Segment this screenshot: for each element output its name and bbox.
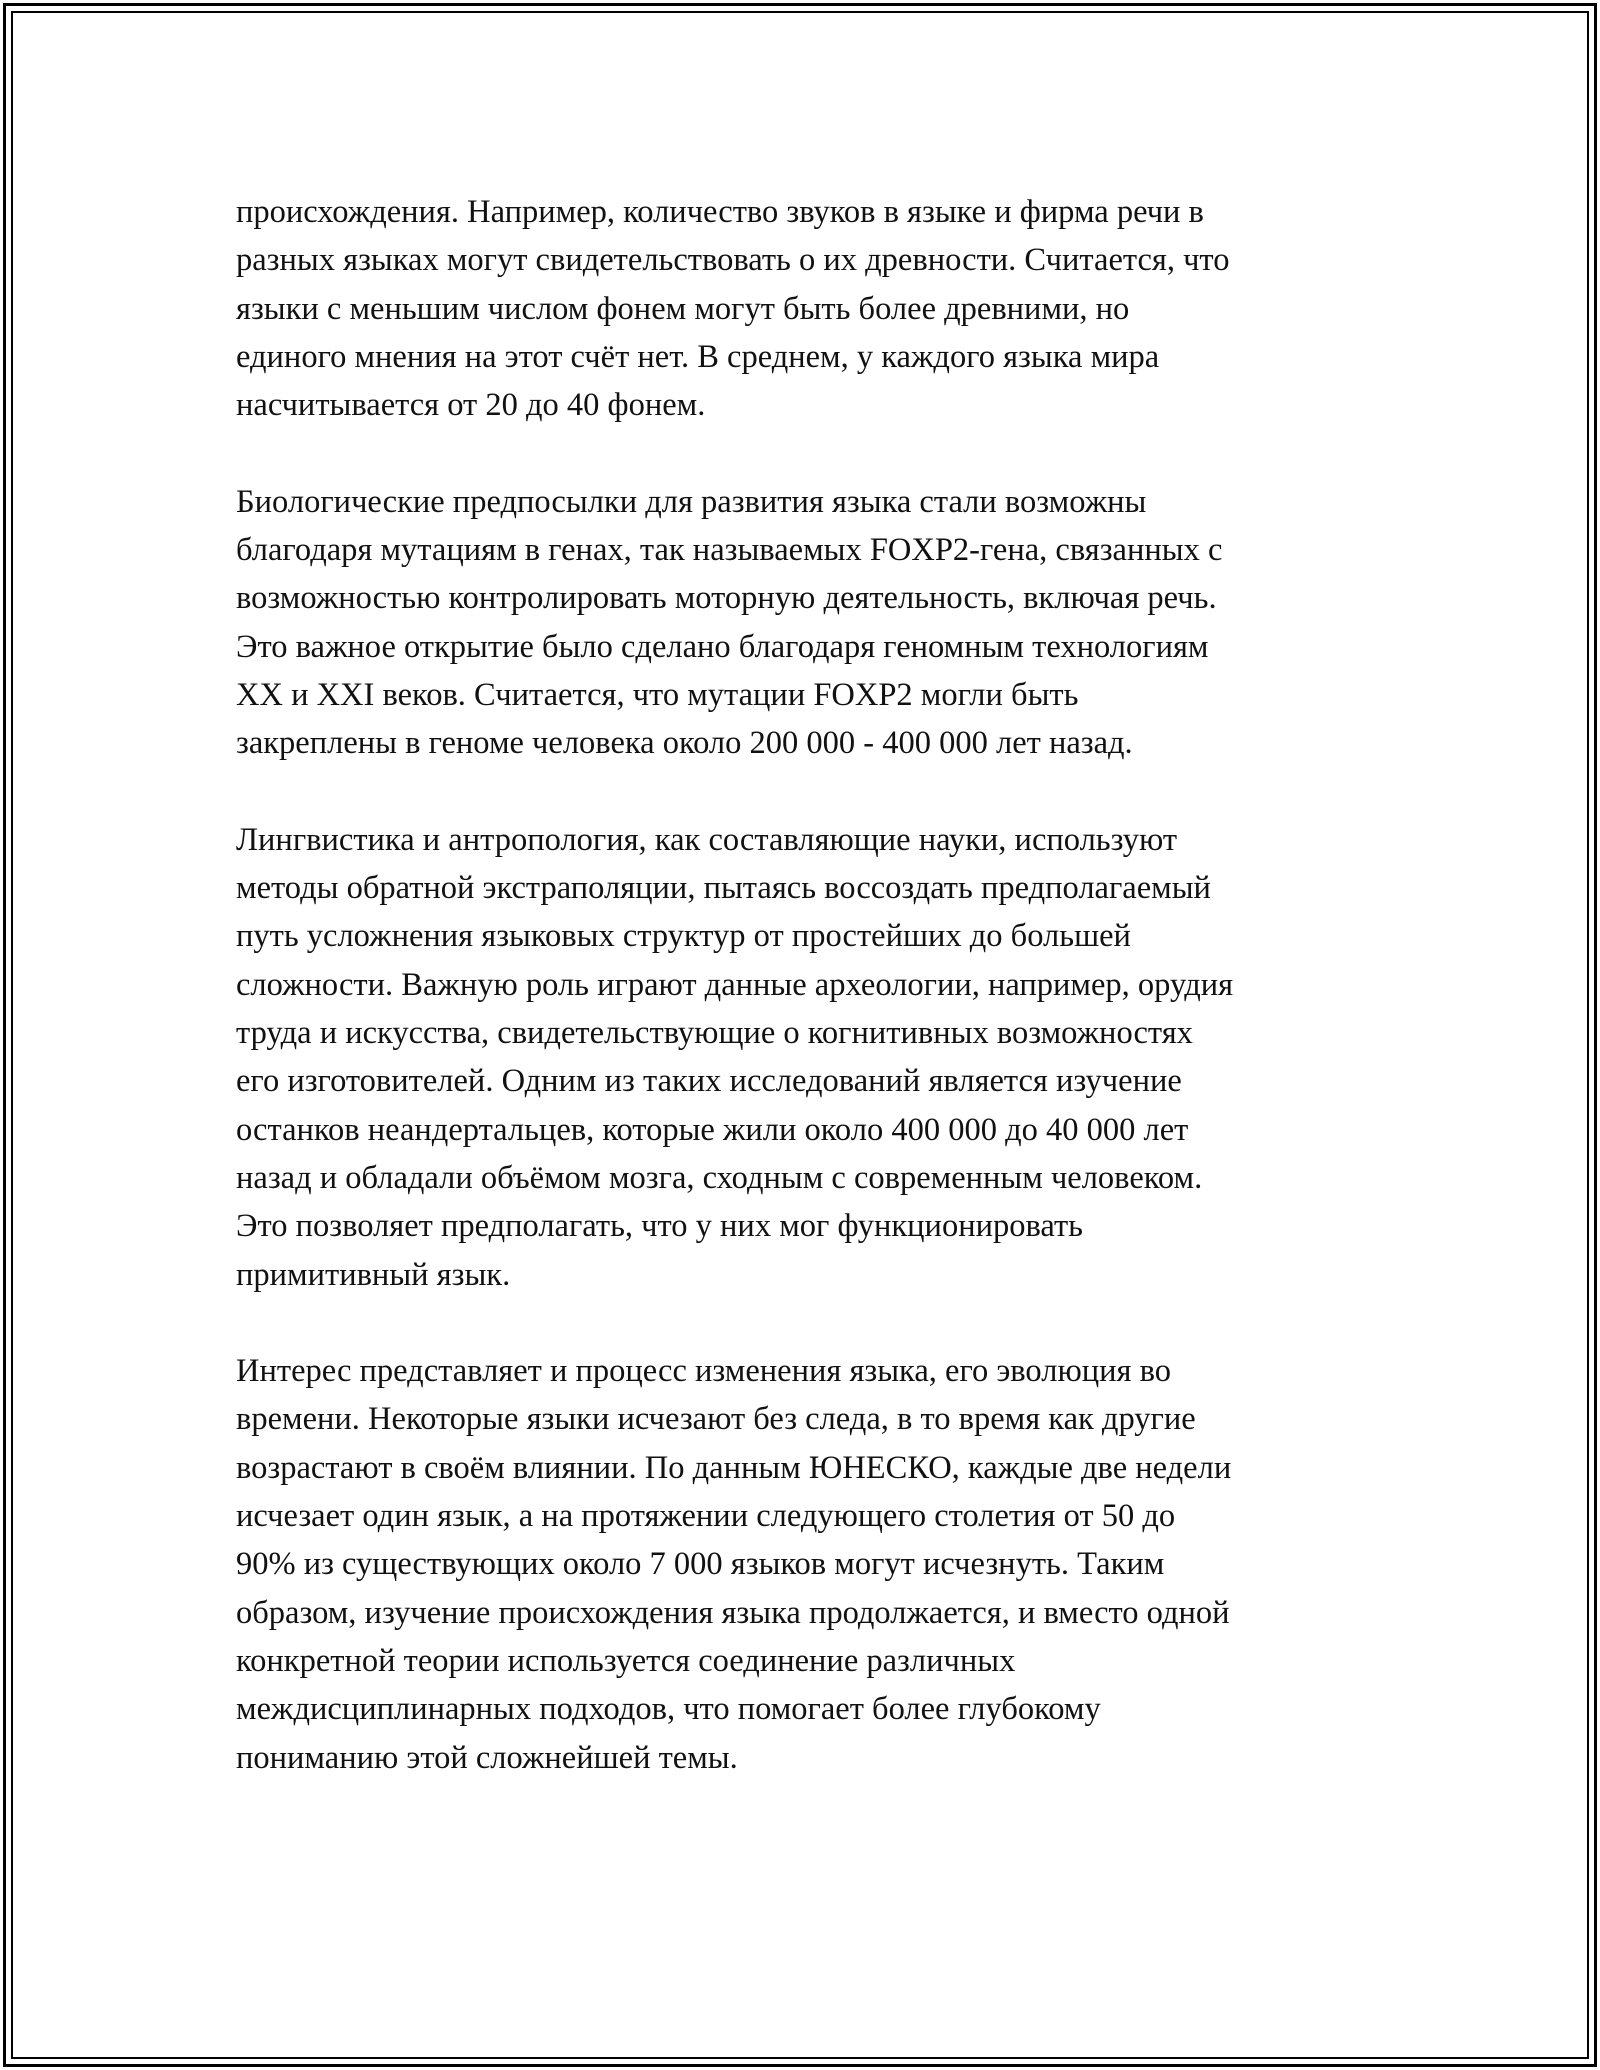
text-line: насчитывается от 20 до 40 фонем. <box>236 387 706 424</box>
text-line: языки с меньшим числом фонем могут быть более древними, но <box>236 290 1130 327</box>
text-line: Это позволяет предполагать, что у них мог функционировать <box>236 1208 1083 1245</box>
text-line: Это важное открытие было сделано благодаря геномным технологиям <box>236 628 1209 665</box>
paragraph-biology <box>236 478 1386 768</box>
text-line: образом, изучение происхождения языка продолжается, и вместо одной <box>236 1594 1230 1631</box>
text-line: разных языках могут свидетельствовать о их древности. Считается, что <box>236 242 1230 279</box>
text-line: Интерес представляет и процесс изменения языка, его эволюция во <box>236 1353 1171 1390</box>
text-line: пониманию этой сложнейшей темы. <box>236 1739 738 1776</box>
text-line: единого мнения на этот счёт нет. В среднем, у каждого языка мира <box>236 338 1160 375</box>
text-line: происхождения. Например, количество звуков в языке и фирма речи в <box>236 194 1204 230</box>
text-line: примитивный язык. <box>236 1256 511 1293</box>
text-line: закреплены в геноме человека около 200 000 - 400 000 лет назад. <box>236 725 1133 762</box>
text-line: путь усложнения языковых структур от простейших до большей <box>236 918 1131 955</box>
text-line: его изготовителей. Одним из таких исследований является изучение <box>236 1063 1182 1100</box>
text-line: сложности. Важную роль играют данные археологии, например, орудия <box>236 966 1234 1003</box>
document-body <box>236 188 1386 1830</box>
text-line: Лингвистика и антропология, как составляющие науки, используют <box>236 821 1178 858</box>
text-line: возможностью контролировать моторную деятельность, включая речь. <box>236 580 1217 617</box>
text-line: возрастают в своём влиянии. По данным ЮНЕСКО, каждые две недели <box>236 1449 1232 1486</box>
text-line: XX и XXI веков. Считается, что мутации FOXP2 могли быть <box>236 676 1079 713</box>
text-line: исчезает один язык, а на протяжении следующего столетия от 50 до <box>236 1498 1176 1535</box>
paragraph-language-change <box>236 1347 1386 1782</box>
text-line: методы обратной экстраполяции, пытаясь воссоздать предполагаемый <box>236 870 1211 907</box>
text-line: времени. Некоторые языки исчезают без следа, в то время как другие <box>236 1401 1196 1438</box>
text-line: останков неандертальцев, которые жили около 400 000 до 40 000 лет <box>236 1111 1189 1148</box>
text-line: 90% из существующих около 7 000 языков могут исчезнуть. Таким <box>236 1546 1165 1583</box>
text-line: конкретной теории используется соединение различных <box>236 1642 1016 1679</box>
text-line: назад и обладали объёмом мозга, сходным с современным человеком. <box>236 1159 1203 1196</box>
paragraph-linguistics <box>236 816 1386 1299</box>
text-line: благодаря мутациям в генах, так называемых FOXP2-гена, связанных с <box>236 532 1223 569</box>
text-line: труда и искусства, свидетельствующие о когнитивных возможностях <box>236 1015 1193 1052</box>
paragraph-phonemes <box>236 188 1386 429</box>
text-line: Биологические предпосылки для развития языка стали возможны <box>236 483 1147 520</box>
text-line: междисциплинарных подходов, что помогает более глубокому <box>236 1691 1101 1728</box>
